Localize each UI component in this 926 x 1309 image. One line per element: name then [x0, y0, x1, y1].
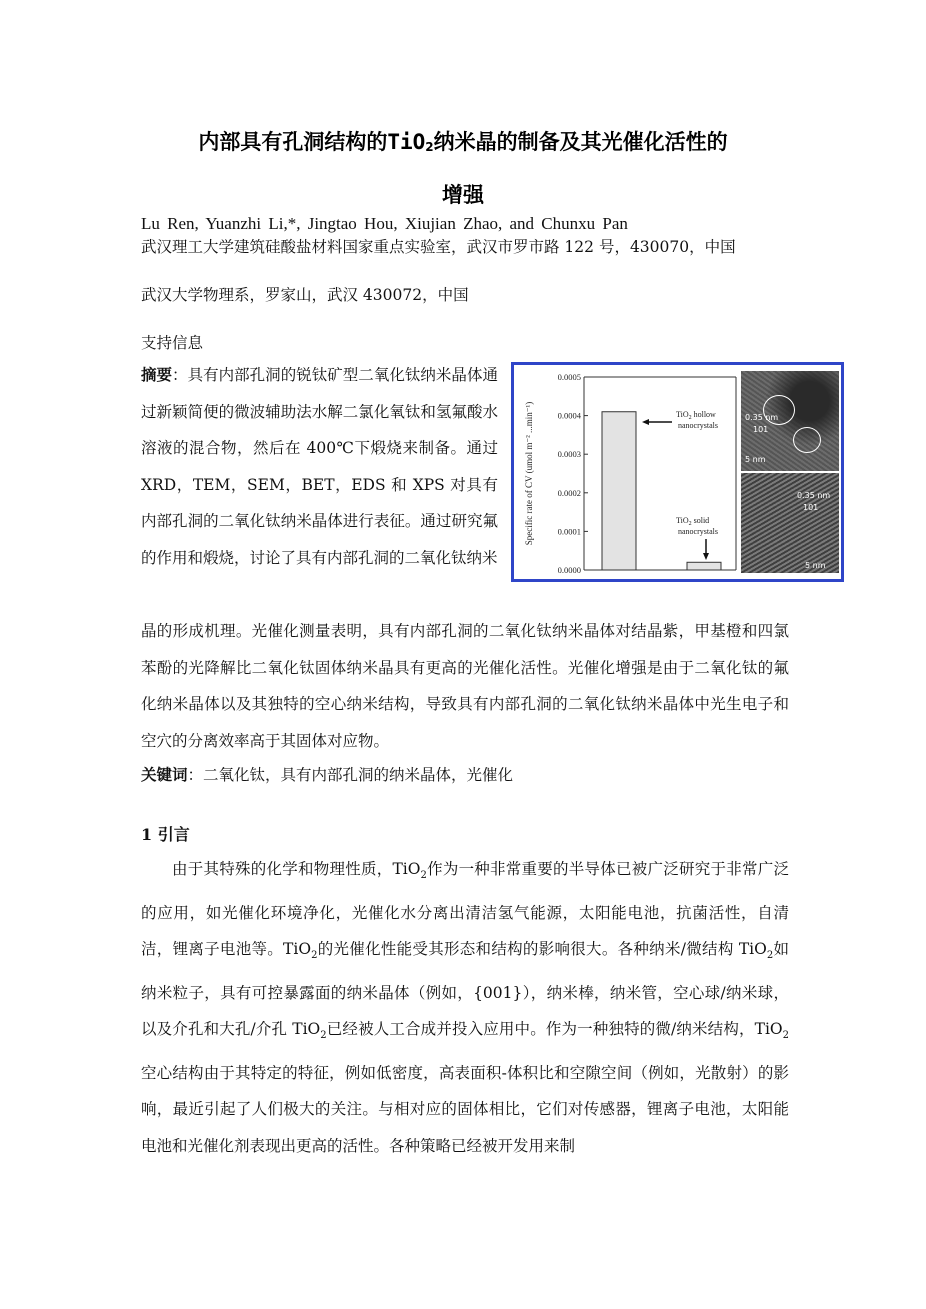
intro-sub-2: 2 — [311, 950, 318, 962]
annotation-solid-line2: nanocrystals — [678, 527, 718, 536]
tem-image-hollow — [741, 371, 839, 471]
y-tick-label: 0.0002 — [557, 487, 581, 498]
intro-seg-4: 如纳米粒子，具有可控暴露面的纳米晶体（例如，{001}），纳米棒，纳米管，空心球/纳米球，以及介孔和大孔/介孔 TiO — [141, 940, 789, 1039]
title-subscript: 2 — [425, 140, 434, 154]
keywords-label: 关键词 — [141, 766, 188, 784]
title-text-rest: 纳米晶的制备及其光催化活性的 — [433, 130, 728, 154]
tem-scale-label: 5 nm — [805, 561, 826, 570]
supporting-info-label: 支持信息 — [141, 334, 204, 352]
affiliation-2: 武汉大学物理系，罗家山，武汉 430072，中国 — [141, 286, 469, 304]
pore-circle — [793, 427, 821, 453]
title-text: 内部具有孔洞结构的 — [198, 130, 388, 154]
tem-image-solid — [741, 473, 839, 573]
intro-seg-1: 由于其特殊的化学和物理性质，TiO — [172, 860, 421, 878]
y-tick-label: 0.0001 — [557, 526, 581, 537]
intro-seg-3: 的光催化性能受其形态和结构的影响很大。各种纳米/微结构 TiO — [317, 940, 767, 959]
tem-plane-label: 101 — [803, 503, 819, 512]
intro-paragraph — [141, 851, 789, 1164]
intro-seg-5: 已经被人工合成并投入应用中。作为一种独特的微/纳米结构，TiO — [326, 1020, 783, 1039]
bar — [687, 562, 721, 570]
intro-sub-1: 2 — [420, 870, 427, 882]
section-heading-intro: 1 引言 — [141, 825, 190, 844]
graphical-abstract-figure — [511, 362, 844, 582]
keywords — [141, 757, 789, 793]
title-line-1 — [100, 118, 826, 171]
intro-sub-4: 2 — [320, 1030, 327, 1042]
abstract-label: 摘要 — [141, 366, 173, 384]
bar — [602, 412, 636, 570]
title-formula: TiO — [387, 130, 426, 154]
y-axis-label: Specific rate of CV (umol m⁻² ...min⁻¹) — [524, 401, 534, 546]
y-tick-label: 0.0004 — [557, 410, 581, 421]
annotation-hollow-line2: nanocrystals — [678, 421, 718, 430]
annotation-solid: TiO$_2$ solid — [676, 516, 710, 527]
paper-title — [100, 118, 826, 219]
tem-plane-label: 101 — [753, 425, 769, 434]
author-list: Lu Ren, Yuanzhi Li,*, Jingtao Hou, Xiujian Zhao, and Chunxu Pan — [141, 214, 628, 233]
annotation-hollow: TiO$_2$ hollow — [676, 410, 716, 421]
intro-seg-6: 空心结构由于其特定的特征，例如低密度，高表面积-体积比和空隙空间（例如，光散射）的影响，最近引起了人们极大的关注。与相对应的固体相比，它们对传感器，锂离子电池，太阳能电池和光催化剂表现出更高的活性。各种策略已经被开发用来制 — [141, 1063, 789, 1155]
tem-spacing-label: 0.35 nm — [797, 491, 831, 500]
abstract-text-1: 具有内部孔洞的锐钛矿型二氧化钛纳米晶体通过新颖简便的微波辅助法水解二氯化氧钛和氢氟酸水溶液的混合物，然后在 400℃下煅烧来制备。通过 XRD，TEM，SEM，BET，EDS 和 XPS 对具有内部孔洞的二氧化钛纳米晶体进行表征。通过研究氟的作用和煅烧，讨论了具有内部孔洞的二氧化钛纳米 — [141, 366, 498, 567]
intro-seg-2: 作为一种非常重要的半导体已被广泛研究于非常广泛的应用，如光催化环境净化，光催化水分离出清洁氢气能源，太阳能电池，抗菌活性，自清洁，锂离子电池等。TiO — [141, 860, 789, 959]
y-tick-label: 0.0003 — [557, 449, 581, 460]
abstract-colon: ： — [172, 366, 188, 384]
keywords-colon: ： — [187, 766, 204, 784]
intro-sub-3: 2 — [766, 950, 774, 962]
y-tick-label: 0.0000 — [557, 565, 581, 575]
tem-spacing-label: 0.35 nm — [745, 413, 779, 422]
abstract-part-2: 晶的形成机理。光催化测量表明，具有内部孔洞的二氧化钛纳米晶体对结晶紫，甲基橙和四氯苯酚的光降解比二氧化钛固体纳米晶具有更高的光催化活性。光催化增强是由于二氧化钛的氟化纳米晶体以及其独特的空心纳米结构，导致具有内部孔洞的二氧化钛纳米晶体中光生电子和空穴的分离效率高于其固体对应物。 — [141, 622, 789, 750]
arrowhead-solid — [703, 553, 709, 560]
affiliation-1: 武汉理工大学建筑硅酸盐材料国家重点实验室，武汉市罗市路 122 号，430070，中国 — [141, 238, 736, 256]
tem-scale-label: 5 nm — [745, 455, 766, 464]
abstract-part-1 — [141, 357, 498, 576]
arrowhead-hollow — [642, 419, 649, 425]
title-line-2: 增强 — [442, 183, 484, 207]
y-tick-label: 0.0005 — [557, 372, 581, 382]
keywords-text: 二氧化钛，具有内部孔洞的纳米晶体，光催化 — [203, 766, 514, 784]
intro-sub-5: 2 — [782, 1030, 789, 1042]
